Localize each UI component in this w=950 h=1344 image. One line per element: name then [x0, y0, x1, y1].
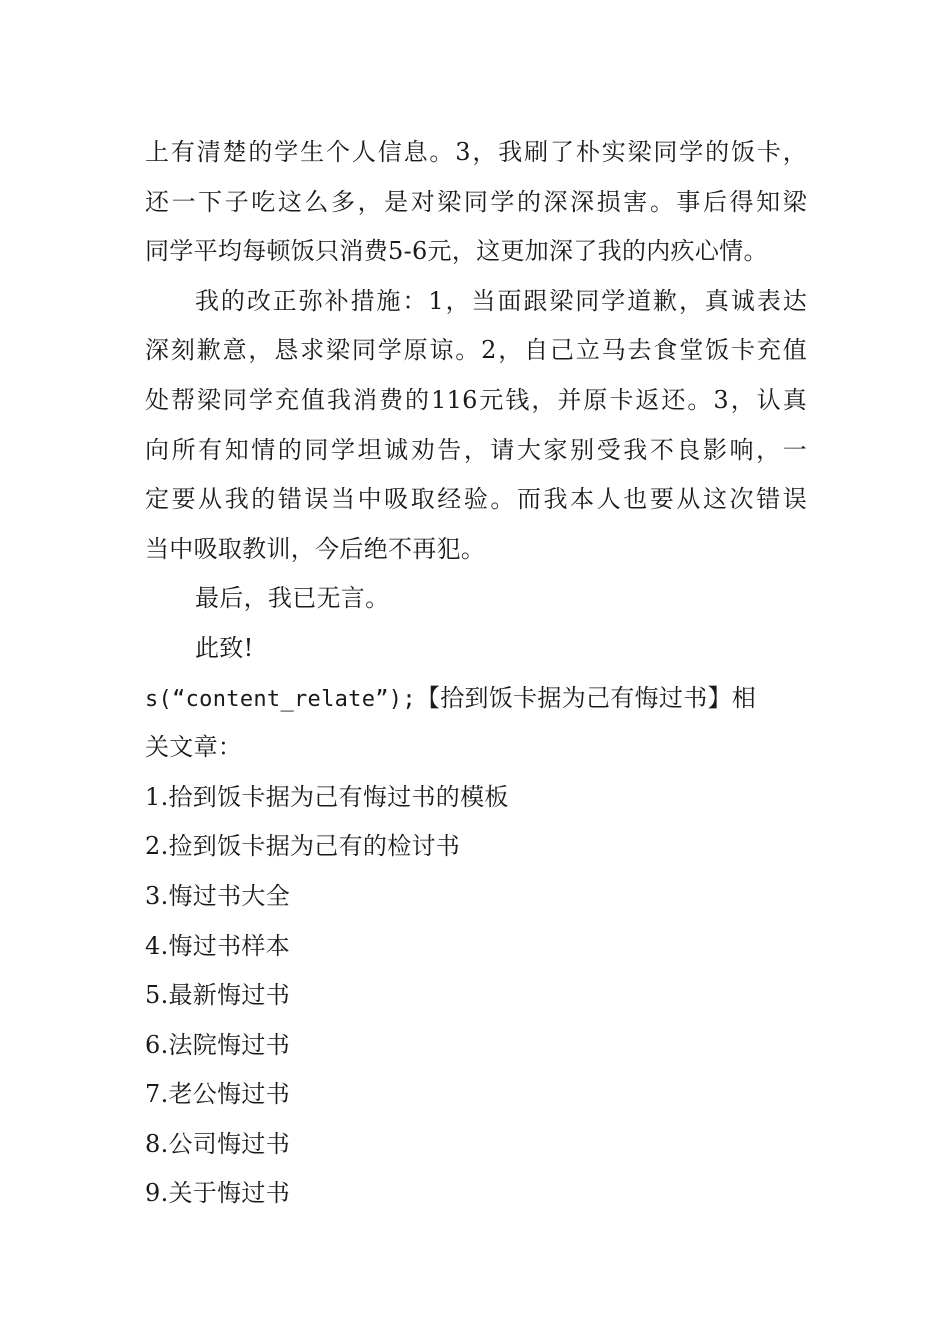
- related-link[interactable]: 7.老公悔过书: [145, 1080, 290, 1109]
- text-line: 同学平均每顿饭只消费5-6元，这更加深了我的内疚心情。: [145, 237, 768, 266]
- related-articles: [145, 674, 807, 1220]
- text-line: 我的改正弥补措施：1，当面跟梁同学道歉，真诚表达: [195, 286, 807, 315]
- related-link[interactable]: 4.悔过书样本: [145, 931, 290, 960]
- paragraph-offense-details: [145, 128, 807, 277]
- related-link[interactable]: 9.关于悔过书: [145, 1179, 290, 1208]
- text-line: 定要从我的错误当中吸取经验。而我本人也要从这次错误: [145, 485, 807, 514]
- closing-remark: 最后，我已无言。: [195, 584, 390, 613]
- text-line: 当中吸取教训，今后绝不再犯。: [145, 534, 486, 563]
- text-line: 上有清楚的学生个人信息。3，我刷了朴实梁同学的饭卡，: [145, 138, 807, 166]
- related-heading-title: 【拾到饭卡据为己有悔过书】相: [415, 683, 757, 712]
- text-line: 深刻歉意，恳求梁同学原谅。2，自己立马去食堂饭卡充值: [145, 336, 807, 365]
- code-snippet: s(“content_relate”);: [145, 686, 416, 712]
- related-link[interactable]: 3.悔过书大全: [145, 881, 290, 910]
- text-line: 还一下子吃这么多，是对梁同学的深深损害。事后得知梁: [145, 187, 807, 216]
- related-link[interactable]: 1.拾到饭卡据为己有悔过书的模板: [145, 782, 509, 811]
- related-link[interactable]: 5.最新悔过书: [145, 981, 290, 1010]
- related-link[interactable]: 6.法院悔过书: [145, 1030, 290, 1059]
- paragraph-corrective-measures: [145, 277, 807, 575]
- text-line: 处帮梁同学充值我消费的116元钱，并原卡返还。3，认真: [145, 385, 807, 414]
- document-body: [145, 128, 807, 1219]
- text-line: 向所有知情的同学坦诚劝告，请大家别受我不良影响，一: [145, 435, 807, 464]
- related-heading-continued: 关文章：: [145, 733, 243, 762]
- related-link[interactable]: 2.捡到饭卡据为己有的检讨书: [145, 832, 461, 861]
- related-link[interactable]: 8.公司悔过书: [145, 1129, 290, 1158]
- salutation: 此致!: [195, 633, 254, 662]
- related-heading: [145, 674, 807, 724]
